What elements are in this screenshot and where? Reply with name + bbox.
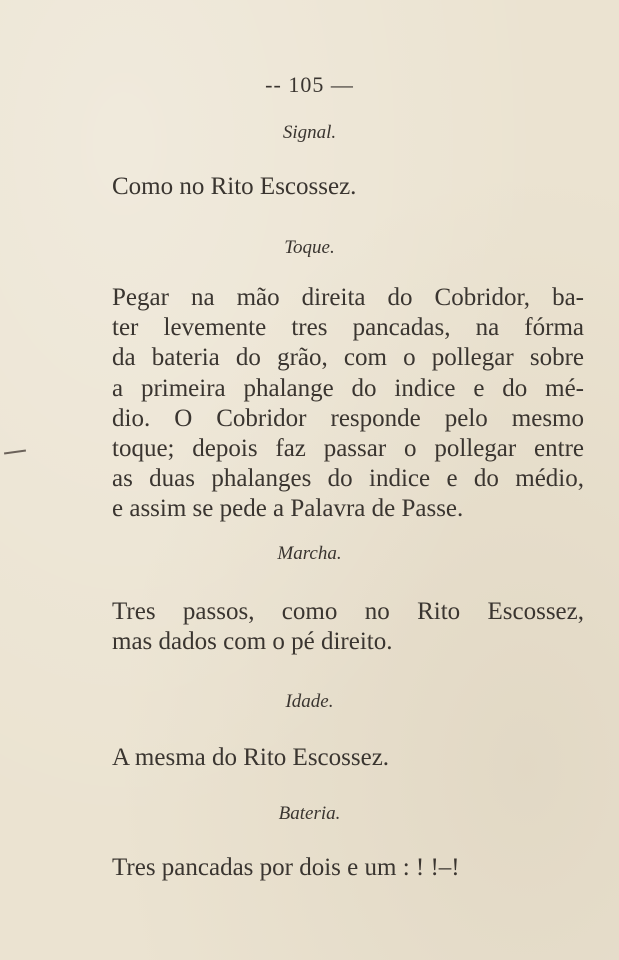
text-line: as duas phalanges do indice e do médio, xyxy=(112,465,584,493)
text-line: ter levemente tres pancadas, na fórma xyxy=(112,314,584,342)
heading-marcha: Marcha. xyxy=(277,543,342,564)
heading-toque: Toque. xyxy=(284,237,335,258)
page-number: -- 105 — xyxy=(265,72,354,97)
text-line: Tres pancadas por dois e um : ! !–! xyxy=(112,854,460,881)
paragraph-bateria xyxy=(112,853,584,883)
text-line: toque; depois faz passar o pollegar entre xyxy=(112,435,584,463)
text-line: e assim se pede a Palavra de Passe. xyxy=(112,495,464,523)
heading-signal: Signal. xyxy=(282,122,337,143)
text-line: da bateria do grão, com o pollegar sobre xyxy=(112,344,584,372)
paragraph-idade xyxy=(112,743,584,773)
text-line: Tres passos, como no Rito Escossez, xyxy=(112,598,584,625)
heading-idade: Idade. xyxy=(285,691,334,712)
text-line: a primeira phalange do indice e do mé- xyxy=(112,374,584,402)
text-line: Como no Rito Escossez. xyxy=(112,173,357,200)
heading-bateria: Bateria. xyxy=(278,803,341,824)
paragraph-signal xyxy=(112,172,584,202)
text-line: mas dados com o pé direito. xyxy=(112,628,393,656)
text-line: dio. O Cobridor responde pelo mesmo xyxy=(112,404,584,432)
margin-mark xyxy=(4,449,26,454)
paragraph-toque xyxy=(112,283,584,525)
paragraph-marcha xyxy=(112,597,584,657)
text-line: A mesma do Rito Escossez. xyxy=(112,744,390,771)
text-line: Pegar na mão direita do Cobridor, ba- xyxy=(112,284,584,311)
